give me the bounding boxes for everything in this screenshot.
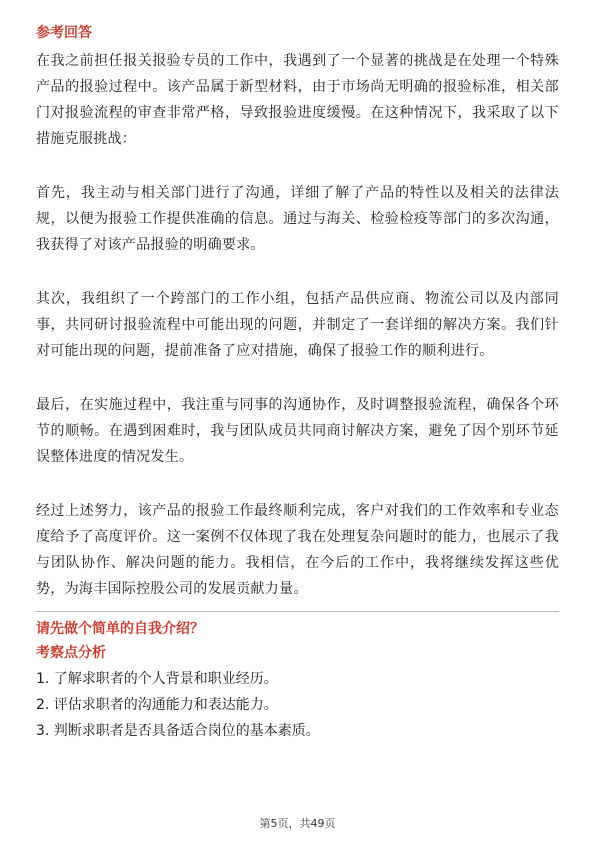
analysis-heading: 考察点分析 [36,645,106,661]
answer-paragraph-last: 最后，在实施过程中，我注重与同事的沟通协作，及时调整报验流程，确保各个环节的顺畅。在遇到困难时，我与团队成员共同商讨解决方案，避免了因个别环节延误整体进度的情况发生。 [36,397,559,465]
question-title: 请先做个简单的自我介绍？ [36,621,204,637]
answer-paragraph-conclusion: 经过上述努力，该产品的报验工作最终顺利完成，客户对我们的工作效率和专业态度给予了高度评价。这一案例不仅体现了我在处理复杂问题时的能力，也展示了我与团队协作、解决问题的能力。我相信，在今后的工作中，我将继续发挥这些优势，为海丰国际控股公司的发展贡献力量。 [36,503,559,597]
page-number: 第5页，共49页 [259,817,336,830]
analysis-point: 3. 判断求职者是否具备适合岗位的基本素质。 [36,723,320,739]
analysis-point: 1. 了解求职者的个人背景和职业经历。 [36,671,278,687]
answer-paragraph-first: 首先，我主动与相关部门进行了沟通，详细了解了产品的特性以及相关的法律法规，以便为报验工作提供准确的信息。通过与海关、检验检疫等部门的多次沟通，我获得了对该产品报验的明确要求。 [36,185,559,253]
answer-paragraph-second: 其次，我组织了一个跨部门的工作小组，包括产品供应商、物流公司以及内部同事，共同研讨报验流程中可能出现的问题，并制定了一套详细的解决方案。我们针对可能出现的问题，提前准备了应对措施，确保了报验工作的顺利进行。 [36,291,559,359]
page-content [36,22,559,744]
answer-paragraph-intro: 在我之前担任报关报验专员的工作中，我遇到了一个显著的挑战是在处理一个特殊产品的报验过程中。该产品属于新型材料，由于市场尚无明确的报验标准，相关部门对报验流程的审查非常严格，导致报验进度缓慢。在这种情况下，我采取了以下措施克服挑战： [36,53,559,147]
section-divider [36,611,559,612]
answer-heading: 参考回答 [36,25,92,41]
analysis-point: 2. 评估求职者的沟通能力和表达能力。 [36,697,278,713]
